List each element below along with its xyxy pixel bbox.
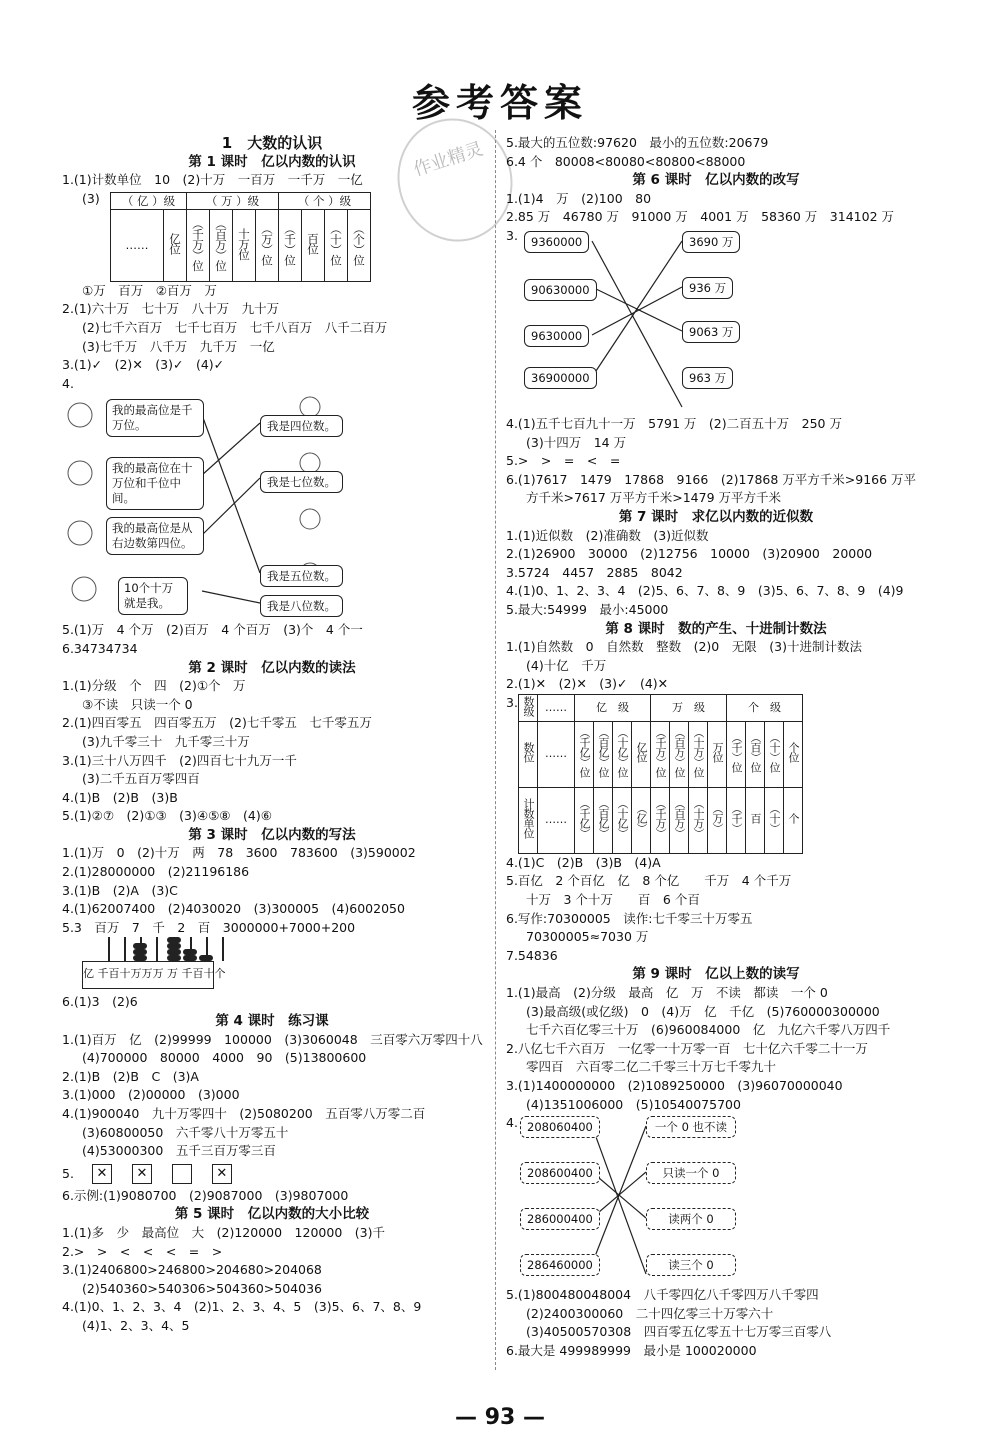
table-cell: 亿位	[635, 742, 648, 763]
table-cell: （十）位	[768, 732, 781, 773]
answer-line: 十万 3 个十万 百 6 个百	[526, 892, 700, 908]
speech-bubble: 10个十万就是我。	[118, 577, 188, 615]
answer-line: 4.	[62, 375, 74, 391]
lesson-8-title: 第 8 课时 数的产生、十进制计数法	[605, 620, 827, 637]
answer-line: 3.	[506, 227, 518, 243]
abacus-rod	[108, 937, 110, 961]
answer-line: 2.八亿七千六百万 一亿零一十万零一百 七十亿六千零二十一万	[506, 1040, 868, 1056]
answer-line: 1.(1)自然数 0 自然数 整数 (2)0 无限 (3)十进制计数法	[506, 639, 862, 655]
table-header: 个 级	[727, 694, 803, 721]
speech-bubble: 我的最高位在十万位和千位中间。	[106, 457, 204, 510]
answer-line: 4.(1)B (2)B (3)B	[62, 789, 178, 805]
number-box: 90630000	[524, 279, 597, 301]
answer-line: 5.百亿 2 个百亿 亿 8 个亿 千万 4 个千万	[506, 873, 792, 889]
answer-checkbox: ✕	[92, 1164, 112, 1184]
number-box: 3690 万	[682, 231, 740, 253]
answer-line: (4)1、2、3、4、5	[82, 1317, 190, 1333]
answer-line: 6.(1)7617 1479 17868 9166 (2)17868 万平方千米>9166 万平	[506, 471, 917, 487]
answer-line: 4.(1)0、1、2、3、4 (2)5、6、7、8、9 (3)5、6、7、8、9 (4)9	[506, 583, 904, 599]
answer-box: 我是八位数。	[260, 595, 343, 617]
answer-line: 1.(1)计数单位 10 (2)十万 一百万 一千万 一亿	[62, 172, 363, 188]
table-cell: （百亿）位	[597, 727, 610, 778]
table-cell: 十万位	[237, 228, 251, 260]
answer-checkbox: ✕	[132, 1164, 152, 1184]
answer-line: (3)	[82, 190, 100, 206]
rule-box: 读两个 0	[646, 1208, 736, 1230]
table-cell: （百万）位	[214, 217, 228, 271]
answer-line: 3.(1)B (2)A (3)C	[62, 882, 178, 898]
rule-box: 只读一个 0	[646, 1162, 736, 1184]
answer-line: 2.> > < < < = >	[62, 1243, 223, 1259]
table-header: （ 亿 ）级	[111, 192, 187, 209]
table-cell: （千）位	[730, 732, 743, 773]
lesson-5-title: 第 5 课时 亿以内数的大小比较	[174, 1206, 370, 1223]
answer-line: 1.(1)最高 (2)分级 最高 亿 万 不读 都读 一个 0	[506, 985, 828, 1001]
number-box: 36900000	[524, 367, 597, 389]
abacus-bead	[167, 937, 181, 943]
table-header: 计数单位	[522, 798, 535, 839]
rule-box: 读三个 0	[646, 1254, 736, 1276]
answer-line: 6.示例:(1)9080700 (2)9087000 (3)9807000	[62, 1187, 349, 1203]
table-cell: （万）	[711, 803, 724, 834]
answer-line: 6.34734734	[62, 640, 138, 656]
answer-line: 5.	[62, 1165, 74, 1181]
column-divider	[495, 130, 496, 1370]
answer-line: 2.(1)四百零五 四百零五万 (2)七千零五 七千零五万	[62, 715, 372, 731]
matching-figure	[62, 393, 482, 621]
table-header: 万 级	[651, 694, 727, 721]
answer-line: 1.(1)多 少 最高位 大 (2)120000 120000 (3)千	[62, 1224, 385, 1240]
lesson-6-title: 第 6 课时 亿以内数的改写	[632, 172, 800, 189]
abacus-bead	[133, 949, 147, 955]
answer-line: 2.(1)六十万 七十万 八十万 九十万	[62, 301, 280, 317]
answer-line: (3)七千万 八千万 九千万 一亿	[82, 338, 275, 354]
answer-line: (3)九千零三十 九千零三十万	[82, 733, 250, 749]
answer-line: 6.4 个 80008<80080<80800<88000	[506, 153, 746, 169]
answer-line: (3)最高级(或亿级) 0 (4)万 亿 千亿 (5)760000300000	[526, 1003, 880, 1019]
answer-line: 4.(1)C (2)B (3)B (4)A	[506, 854, 661, 870]
answer-line: 2.85 万 46780 万 91000 万 4001 万 58360 万 314102 万	[506, 209, 894, 225]
answer-line: 4.(1)62007400 (2)4030020 (3)300005 (4)6002050	[62, 901, 405, 917]
table-cell: （亿）	[635, 803, 648, 834]
answer-box: 我是五位数。	[260, 565, 343, 587]
abacus-frame: 亿 千百十万万万 万 千百十个	[82, 961, 214, 989]
answer-line: (2)540360>540306>504360>504036	[82, 1280, 322, 1296]
speech-bubble: 我的最高位是千万位。	[106, 399, 204, 437]
answer-line: 2.(1)28000000 (2)21196186	[62, 864, 250, 880]
table-cell: ……	[111, 209, 164, 281]
answer-line: 6.写作:70300005 读作:七千零三十万零五	[506, 910, 753, 926]
answer-line: (3)十四万 14 万	[526, 434, 627, 450]
lesson-3-title: 第 3 课时 亿以内数的写法	[188, 826, 356, 843]
reading-matching	[506, 1114, 926, 1286]
table-cell: ……	[538, 787, 575, 853]
answer-line: 1.(1)分级 个 四 (2)①个 万	[62, 678, 246, 694]
answer-line: 1.(1)百万 亿 (2)99999 100000 (3)3060048 三百零六万零四十八	[62, 1031, 483, 1047]
watermark-text: 作业精灵	[410, 138, 486, 181]
number-box: 9063 万	[682, 321, 740, 343]
answer-line: (3)二千五百万零四百	[82, 771, 200, 787]
number-box: 286460000	[520, 1254, 600, 1276]
right-column	[506, 134, 926, 1361]
place-value-table	[110, 192, 371, 282]
answer-line: 七千六百亿零三十万 (6)960084000 亿 九亿六千零八万四千	[526, 1022, 891, 1038]
table-cell: （十万）	[692, 798, 705, 839]
page-title: 参考答案	[411, 81, 588, 125]
answer-checkbox	[172, 1164, 192, 1184]
table-cell: （百）位	[749, 732, 762, 773]
rewrite-matching	[506, 227, 926, 415]
answer-line: ③不读 只读一个 0	[82, 696, 193, 712]
abacus-rod	[124, 937, 126, 961]
table-cell: （十万）位	[692, 727, 705, 778]
number-box: 936 万	[682, 277, 733, 299]
answer-line: 5.(1)万 4 个万 (2)百万 4 个百万 (3)个 4 个一	[62, 622, 363, 638]
table-cell: ……	[538, 721, 575, 787]
table-cell: （百万）	[673, 798, 686, 839]
answer-line: (4)1351006000 (5)10540075700	[526, 1096, 741, 1112]
answer-line: 5.(1)800480048004 八千零四亿八千零四万八千零四	[506, 1287, 819, 1303]
number-box: 208060400	[520, 1116, 600, 1138]
answer-line: 6.(1)3 (2)6	[62, 994, 138, 1010]
answer-line: (2)七千六百万 七千七百万 七千八百万 八千二百万	[82, 319, 388, 335]
answer-line: 4.(1)900040 九十万零四十 (2)5080200 五百零八万零二百	[62, 1106, 426, 1121]
number-box: 9630000	[524, 325, 589, 347]
page-number: — 93 —	[455, 1405, 545, 1430]
number-box: 208600400	[520, 1162, 600, 1184]
table-cell: （千亿）位	[578, 727, 591, 778]
answer-line: 5.最大的五位数:97620 最小的五位数:20679	[506, 135, 769, 150]
abacus-figure	[82, 937, 482, 993]
answer-line: 零四百 六百零二亿二千零三十万七千零九十	[526, 1059, 777, 1075]
answer-line: 5.3 百万 7 千 2 百 3000000+7000+200	[62, 919, 356, 935]
table-cell: （千万）	[654, 798, 667, 839]
number-box: 286000400	[520, 1208, 600, 1230]
table-cell: （千万）位	[191, 217, 205, 271]
lesson-7-title: 第 7 课时 求亿以内数的近似数	[618, 508, 814, 525]
table-cell: 个位	[787, 742, 800, 763]
abacus-bead	[167, 943, 181, 949]
answer-line: 3.(1)✓ (2)✕ (3)✓ (4)✓	[62, 357, 225, 373]
lesson-1-title: 第 1 课时 亿以内数的认识	[188, 153, 356, 170]
table-header: （ 个 ）级	[279, 192, 371, 209]
abacus-bead	[133, 943, 147, 949]
number-box: 963 万	[682, 367, 733, 389]
table-cell: （百亿）	[597, 798, 610, 839]
answer-line: 2.(1)26900 30000 (2)12756 10000 (3)20900 20000	[506, 546, 873, 562]
answer-line: 3.5724 4457 2885 8042	[506, 564, 683, 580]
table-cell: 亿位	[168, 233, 182, 255]
table-header: 数级	[522, 695, 535, 716]
table-header: （ 万 ）级	[187, 192, 279, 209]
answer-line: 5.最大:54999 最小:45000	[506, 601, 669, 617]
table-cell: （十亿）	[616, 798, 629, 839]
answer-checkbox: ✕	[212, 1164, 232, 1184]
rule-box: 一个 0 也不读	[646, 1116, 736, 1138]
number-box: 9360000	[524, 231, 589, 253]
table-cell: 百	[749, 813, 762, 824]
answer-line: 1.(1)近似数 (2)准确数 (3)近似数	[506, 527, 709, 543]
table-cell: （十亿）位	[616, 727, 629, 778]
answer-line: (4)53000300 五千三百万零三百	[82, 1143, 276, 1159]
answer-line: 7.54836	[506, 947, 558, 963]
abacus-bead	[183, 949, 197, 955]
lesson-9-title: 第 9 课时 亿以上数的读写	[632, 966, 800, 983]
answer-line: 3.(1)000 (2)00000 (3)000	[62, 1087, 240, 1103]
answer-line: 70300005≈7030 万	[526, 929, 649, 945]
answer-line: 1.(1)4 万 (2)100 80	[506, 190, 652, 206]
page-number-value: 93	[484, 1405, 516, 1430]
table-cell: （个）位	[352, 222, 366, 265]
table-header: 数位	[522, 742, 535, 763]
place-value-table	[518, 694, 803, 854]
answer-line: (3)40500570308 四百零五亿零五十七万零三百零八	[526, 1324, 832, 1340]
abacus-rod	[222, 937, 224, 961]
table-cell: （百万）位	[673, 727, 686, 778]
lesson-4-title: 第 4 课时 练习课	[215, 1013, 329, 1030]
table-cell: 个	[787, 813, 800, 824]
answer-line: 1.(1)万 0 (2)十万 两 78 3600 783600 (3)590002	[62, 845, 416, 861]
table-cell: （千）	[730, 803, 743, 834]
abacus-rod	[156, 937, 158, 961]
answer-line: 2.(1)B (2)B C (3)A	[62, 1068, 199, 1084]
answer-line: 5.> > = < =	[506, 453, 621, 469]
answer-line: 4.(1)0、1、2、3、4 (2)1、2、3、4、5 (3)5、6、7、8、9	[62, 1299, 422, 1315]
table-cell: （万）位	[260, 222, 274, 265]
abacus-bead	[167, 949, 181, 955]
table-cell: （千亿）	[578, 798, 591, 839]
table-cell: （十）	[768, 803, 781, 834]
speech-bubble: 我的最高位是从右边数第四位。	[106, 517, 204, 555]
answer-line: 3.	[506, 694, 518, 710]
answer-line: 方千米>7617 万平方千米>1479 万平方千米	[526, 490, 782, 506]
answer-line: (2)2400300060 二十四亿零三十万零六十	[526, 1305, 774, 1321]
answer-line: 6.最大是 499989999 最小是 100020000	[506, 1342, 757, 1358]
answer-line: 3.(1)2406800>246800>204680>204068	[62, 1262, 322, 1278]
table-cell: （千）位	[283, 222, 297, 265]
answer-line: 2.(1)✕ (2)✕ (3)✓ (4)✕	[506, 676, 669, 692]
answer-line: 3.(1)1400000000 (2)1089250000 (3)96070000040	[506, 1078, 843, 1093]
answer-line: 3.(1)三十八万四千 (2)四百七十九万一千	[62, 752, 297, 768]
answer-line: 4.	[506, 1115, 518, 1131]
table-cell: 百位	[306, 233, 320, 255]
answer-line: 4.(1)五千七百九十一万 5791 万 (2)二百五十万 250 万	[506, 415, 842, 431]
answer-line: ①万 百万 ②百万 万	[82, 282, 217, 298]
table-header: 亿 级	[575, 694, 651, 721]
chapter-title: 1 大数的认识	[221, 134, 323, 152]
answer-box: 我是四位数。	[260, 415, 343, 437]
table-cell: 万位	[711, 742, 724, 763]
answer-line: (4)十亿 千万	[526, 657, 607, 673]
answer-line: 5.(1)②⑦ (2)①③ (3)④⑤⑧ (4)⑥	[62, 808, 272, 824]
lesson-2-title: 第 2 课时 亿以内数的读法	[188, 659, 356, 676]
answer-line: (4)700000 80000 4000 90 (5)13800600	[82, 1050, 367, 1066]
table-cell: （千万）位	[654, 727, 667, 778]
answer-box: 我是七位数。	[260, 471, 343, 493]
answer-line: (3)60800050 六千零八十万零五十	[82, 1124, 289, 1140]
left-column	[62, 134, 482, 1336]
table-header: ……	[538, 694, 575, 721]
table-cell: （十）位	[329, 222, 343, 265]
